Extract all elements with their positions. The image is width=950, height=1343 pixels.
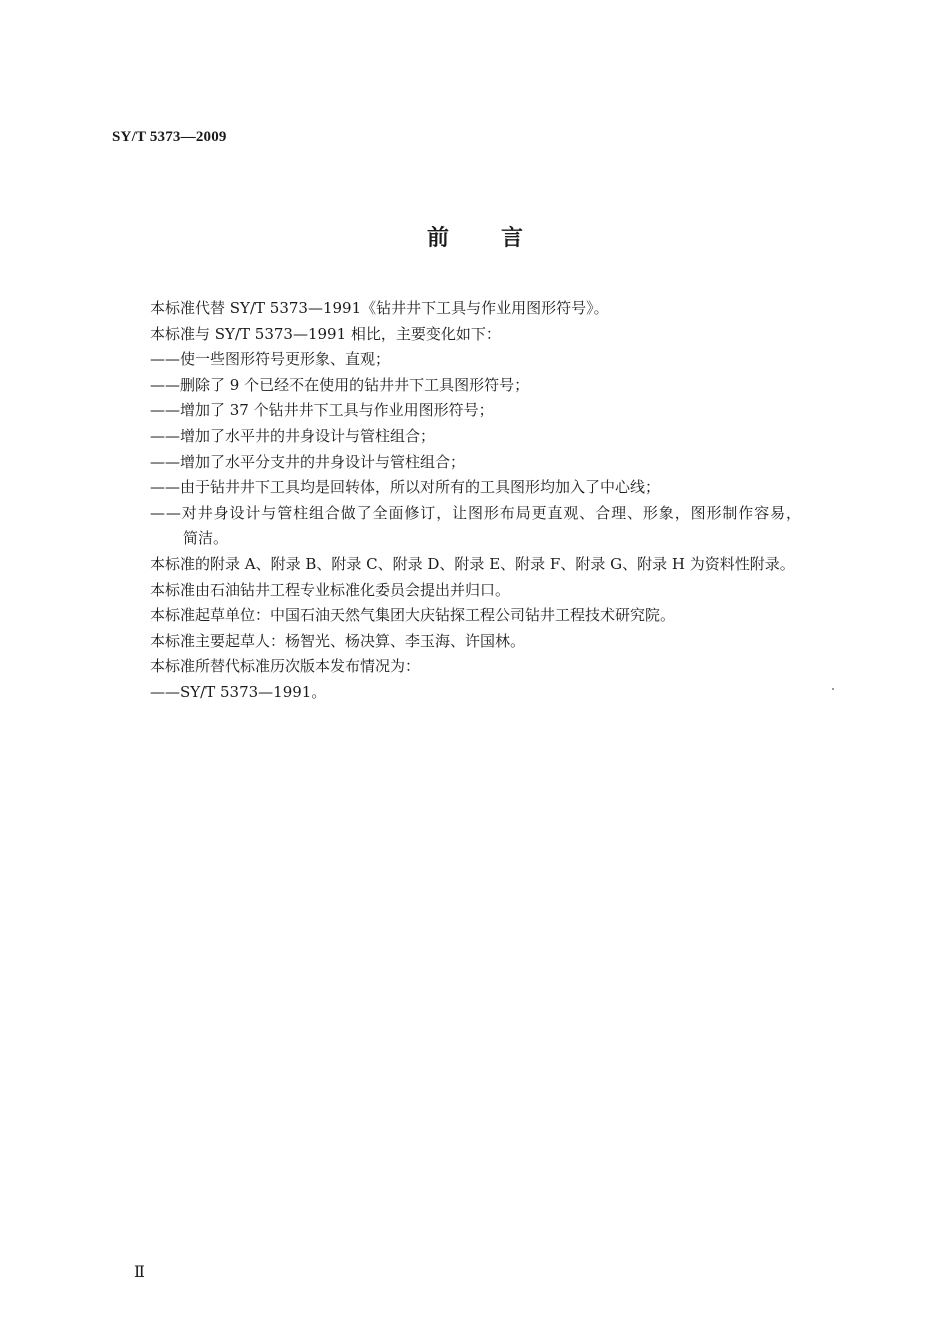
scan-speck xyxy=(832,688,834,690)
paragraph-changes-intro: 本标准与 SY/T 5373—1991 相比，主要变化如下： xyxy=(150,324,501,343)
paragraph-replaces: 本标准代替 SY/T 5373—1991《钻井井下工具与作业用图形符号》。 xyxy=(150,299,609,317)
change-item: ——使一些图形符号更形象、直观； xyxy=(150,350,391,369)
page-title: 前言 xyxy=(426,226,575,251)
change-item: ——对井身设计与管柱组合做了全面修订，让图形布局更直观、合理、形象，图形制作容易， xyxy=(150,503,802,522)
change-item: ——增加了 37 个钻井井下工具与作业用图形符号； xyxy=(150,401,494,420)
change-item: ——删除了 9 个已经不在使用的钻井井下工具图形符号； xyxy=(150,375,530,394)
change-item: ——增加了水平分支井的井身设计与管柱组合； xyxy=(150,452,466,471)
paragraph-drafting-unit: 本标准起草单位：中国石油天然气集团大庆钻探工程公司钻井工程技术研究院。 xyxy=(150,606,676,625)
paragraph-appendices: 本标准的附录 A、附录 B、附录 C、附录 D、附录 E、附录 F、附录 G、附录 H 为资料性附录。 xyxy=(150,554,795,573)
history-item: ——SY/T 5373—1991。 xyxy=(150,682,327,701)
paragraph-proposed-by: 本标准由石油钻井工程专业标准化委员会提出并归口。 xyxy=(150,580,511,599)
paragraph-drafters: 本标准主要起草人：杨智光、杨决算、李玉海、许国林。 xyxy=(150,631,526,650)
change-item-continuation: 简洁。 xyxy=(183,529,229,548)
paragraph-history-intro: 本标准所替代标准历次版本发布情况为： xyxy=(150,657,421,676)
page-number: Ⅱ xyxy=(134,1264,145,1281)
document-body xyxy=(150,296,870,706)
change-item: ——增加了水平井的井身设计与管柱组合； xyxy=(150,426,436,445)
standard-number: SY/T 5373—2009 xyxy=(112,129,227,145)
change-item: ——由于钻井井下工具均是回转体，所以对所有的工具图形均加入了中心线； xyxy=(150,478,661,497)
